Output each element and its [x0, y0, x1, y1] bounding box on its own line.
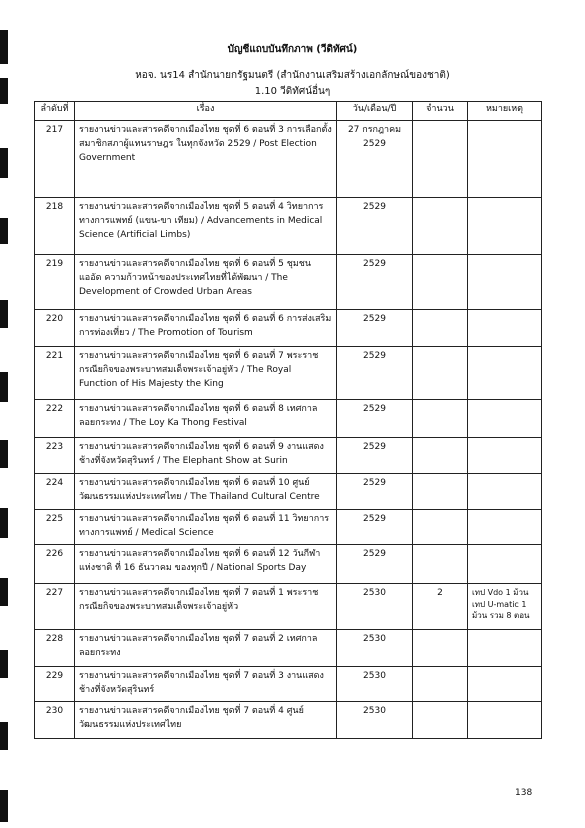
table-row	[35, 347, 542, 400]
item-quantity: 2	[413, 584, 468, 630]
item-quantity	[413, 310, 468, 347]
table-row	[35, 121, 542, 198]
column-header: ลำดับที่	[35, 102, 75, 121]
item-date: 2529	[337, 347, 413, 400]
item-number: 229	[35, 667, 75, 702]
item-date: 2529	[337, 510, 413, 545]
collection-line: หอจ. นร14 สำนักนายกรัฐมนตรี (สำนักงานเสริมสร้างเอกลักษณ์ของชาติ)	[135, 70, 450, 81]
column-header: วัน/เดือน/ปี	[337, 102, 413, 121]
binder-mark	[0, 218, 8, 244]
section-line: 1.10 วีดิทัศน์อื่นๆ	[254, 86, 331, 97]
item-remark	[468, 347, 542, 400]
binder-mark	[0, 578, 8, 606]
item-subject: รายงานข่าวและสารคดีจากเมืองไทย ชุดที่ 7 ตอนที่ 3 งานแสดงช้างที่จังหวัดสุรินทร์	[75, 667, 337, 702]
item-number: 225	[35, 510, 75, 545]
binder-mark	[0, 148, 8, 178]
binder-mark	[0, 790, 8, 822]
item-subject: รายงานข่าวและสารคดีจากเมืองไทย ชุดที่ 5 ตอนที่ 4 วิทยาการทางการแพทย์ (แขน-ขา เทียม) / Advancements in Medical Science (Artificial Limbs)	[75, 198, 337, 255]
item-remark	[468, 438, 542, 474]
item-remark: เทป Vdo 1 ม้วน เทป U-matic 1 ม้วน รวม 8 ตอน	[468, 584, 542, 630]
item-date: 2529	[337, 198, 413, 255]
item-date: 27 กรกฎาคม 2529	[337, 121, 413, 198]
records-table	[34, 101, 542, 739]
column-header: จำนวน	[413, 102, 468, 121]
table-row	[35, 630, 542, 667]
item-number: 227	[35, 584, 75, 630]
table-row	[35, 438, 542, 474]
table-row	[35, 198, 542, 255]
item-quantity	[413, 438, 468, 474]
item-subject: รายงานข่าวและสารคดีจากเมืองไทย ชุดที่ 7 ตอนที่ 4 ศูนย์วัฒนธรรมแห่งประเทศไทย	[75, 702, 337, 739]
column-header: หมายเหตุ	[468, 102, 542, 121]
item-subject: รายงานข่าวและสารคดีจากเมืองไทย ชุดที่ 6 ตอนที่ 10 ศูนย์วัฒนธรรมแห่งประเทศไทย / The Thailand Cultural Centre	[75, 474, 337, 510]
item-quantity	[413, 702, 468, 739]
binder-mark	[0, 508, 8, 538]
binder-mark	[0, 650, 8, 678]
table-row	[35, 474, 542, 510]
item-remark	[468, 121, 542, 198]
item-quantity	[413, 347, 468, 400]
item-remark	[468, 310, 542, 347]
table-row	[35, 510, 542, 545]
item-subject: รายงานข่าวและสารคดีจากเมืองไทย ชุดที่ 6 ตอนที่ 5 ชุมชนแออัด ความก้าวหน้าของประเทศไทยที่ได้พัฒนา / The Development of Crowded Urban Areas	[75, 255, 337, 310]
item-quantity	[413, 667, 468, 702]
item-remark	[468, 667, 542, 702]
item-remark	[468, 400, 542, 438]
item-number: 230	[35, 702, 75, 739]
item-number: 222	[35, 400, 75, 438]
item-subject: รายงานข่าวและสารคดีจากเมืองไทย ชุดที่ 6 ตอนที่ 12 วันกีฬาแห่งชาติ ที่ 16 ธันวาคม ของทุกปี / National Sports Day	[75, 545, 337, 584]
item-subject: รายงานข่าวและสารคดีจากเมืองไทย ชุดที่ 6 ตอนที่ 11 วิทยาการทางการแพทย์ / Medical Science	[75, 510, 337, 545]
item-date: 2530	[337, 630, 413, 667]
item-date: 2530	[337, 667, 413, 702]
item-number: 219	[35, 255, 75, 310]
item-quantity	[413, 400, 468, 438]
item-date: 2529	[337, 400, 413, 438]
binder-mark	[0, 372, 8, 402]
item-subject: รายงานข่าวและสารคดีจากเมืองไทย ชุดที่ 6 ตอนที่ 8 เทศกาลลอยกระทง / The Loy Ka Thong Festival	[75, 400, 337, 438]
item-number: 217	[35, 121, 75, 198]
item-remark	[468, 255, 542, 310]
item-quantity	[413, 255, 468, 310]
item-date: 2529	[337, 310, 413, 347]
item-quantity	[413, 510, 468, 545]
table-row	[35, 667, 542, 702]
binder-mark	[0, 300, 8, 328]
table-row	[35, 255, 542, 310]
item-number: 223	[35, 438, 75, 474]
item-subject: รายงานข่าวและสารคดีจากเมืองไทย ชุดที่ 6 ตอนที่ 3 การเลือกตั้งสมาชิกสภาผู้แทนราษฎร ในทุกจังหวัด 2529 / Post Election Government	[75, 121, 337, 198]
table-row	[35, 545, 542, 584]
item-subject: รายงานข่าวและสารคดีจากเมืองไทย ชุดที่ 6 ตอนที่ 9 งานแสดงช้างที่จังหวัดสุรินทร์ / The Elephant Show at Surin	[75, 438, 337, 474]
column-header: เรื่อง	[75, 102, 337, 121]
binder-mark	[0, 440, 8, 468]
table-header-row	[35, 102, 542, 121]
item-number: 221	[35, 347, 75, 400]
item-number: 220	[35, 310, 75, 347]
item-quantity	[413, 630, 468, 667]
table-row	[35, 584, 542, 630]
item-remark	[468, 474, 542, 510]
item-date: 2529	[337, 545, 413, 584]
document-title: บัญชีแถบบันทึกภาพ (วีดิทัศน์)	[227, 44, 358, 55]
item-date: 2529	[337, 438, 413, 474]
item-number: 224	[35, 474, 75, 510]
item-remark	[468, 545, 542, 584]
item-subject: รายงานข่าวและสารคดีจากเมืองไทย ชุดที่ 7 ตอนที่ 1 พระราชกรณียกิจของพระบาทสมเด็จพระเจ้าอยู่หัว	[75, 584, 337, 630]
item-date: 2529	[337, 474, 413, 510]
item-subject: รายงานข่าวและสารคดีจากเมืองไทย ชุดที่ 7 ตอนที่ 2 เทศกาลลอยกระทง	[75, 630, 337, 667]
item-remark	[468, 510, 542, 545]
item-number: 228	[35, 630, 75, 667]
item-subject: รายงานข่าวและสารคดีจากเมืองไทย ชุดที่ 6 ตอนที่ 7 พระราชกรณียกิจของพระบาทสมเด็จพระเจ้าอยู่หัว / The Royal Function of His Majesty the King	[75, 347, 337, 400]
item-quantity	[413, 474, 468, 510]
table-row	[35, 702, 542, 739]
binder-mark	[0, 722, 8, 750]
item-date: 2529	[337, 255, 413, 310]
item-subject: รายงานข่าวและสารคดีจากเมืองไทย ชุดที่ 6 ตอนที่ 6 การส่งเสริมการท่องเที่ยว / The Promotion of Tourism	[75, 310, 337, 347]
item-remark	[468, 702, 542, 739]
item-remark	[468, 198, 542, 255]
item-quantity	[413, 121, 468, 198]
item-date: 2530	[337, 584, 413, 630]
item-number: 226	[35, 545, 75, 584]
item-date: 2530	[337, 702, 413, 739]
item-remark	[468, 630, 542, 667]
item-number: 218	[35, 198, 75, 255]
table-row	[35, 310, 542, 347]
page-number: 138	[515, 788, 533, 798]
table-row	[35, 400, 542, 438]
item-quantity	[413, 545, 468, 584]
item-quantity	[413, 198, 468, 255]
